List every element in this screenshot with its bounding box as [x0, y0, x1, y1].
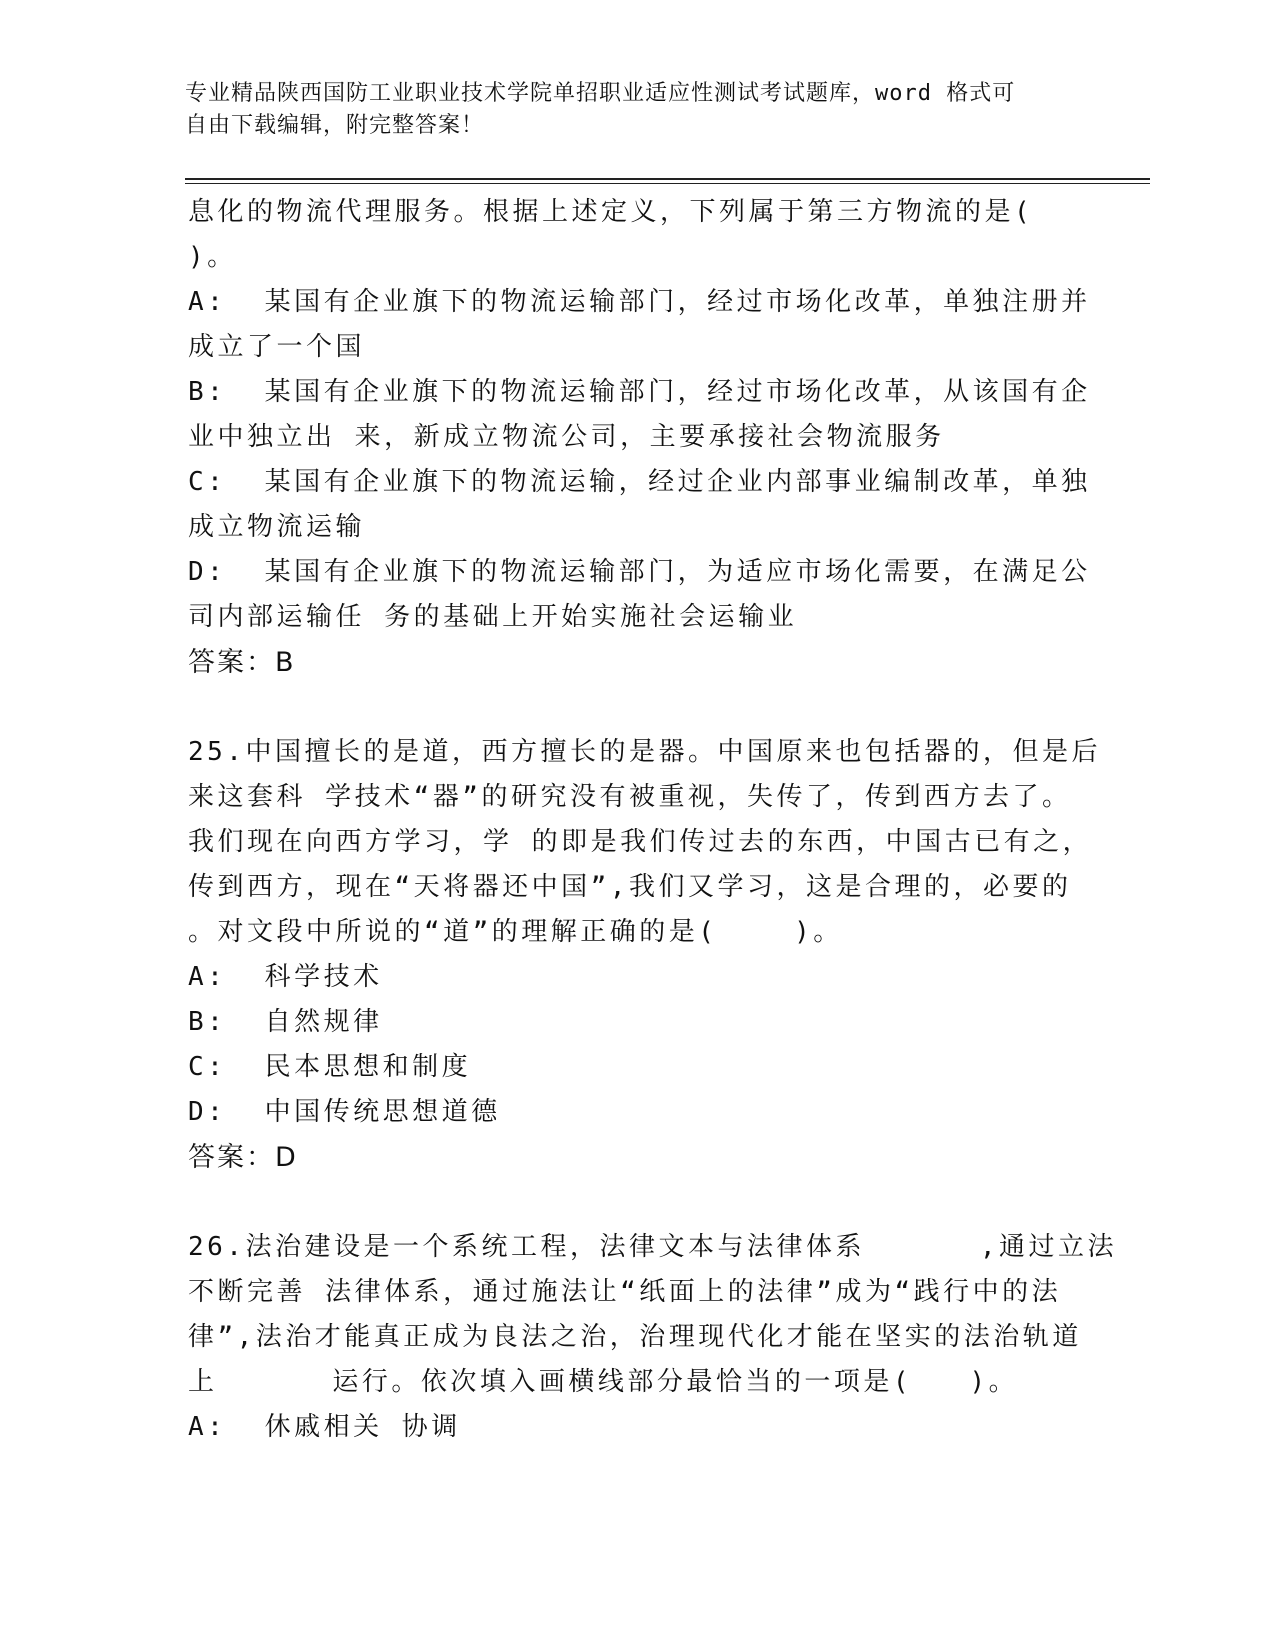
- question-stem-line: 来这套科 学技术“器”的研究没有被重视，失传了，传到西方去了。: [188, 782, 1072, 812]
- question-stem-line: 。对文段中所说的“道”的理解正确的是( )。: [188, 917, 843, 947]
- option-c: C: 民本思想和制度: [188, 1052, 472, 1082]
- question-spacer: [188, 1180, 1088, 1225]
- question-stem-line: 25.中国擅长的是道，西方擅长的是器。中国原来也包括器的，但是后: [188, 737, 1101, 767]
- option-d-line: 司内部运输任 务的基础上开始实施社会运输业: [188, 602, 798, 632]
- question-stem-line: )。: [188, 242, 237, 272]
- page-header: [185, 78, 1085, 142]
- option-b-line: B: 某国有企业旗下的物流运输部门，经过市场化改革，从该国有企: [188, 377, 1091, 407]
- question-25: [188, 730, 1101, 1180]
- option-c-line: 成立物流运输: [188, 512, 366, 542]
- header-rule-thin: [185, 183, 1150, 184]
- option-d-line: D: 某国有企业旗下的物流运输部门，为适应市场化需要，在满足公: [188, 557, 1091, 587]
- header-line-1: 专业精品陕西国防工业职业技术学院单招职业适应性测试考试题库，word 格式可: [185, 81, 1016, 106]
- question-stem-line: 息化的物流代理服务。根据上述定义，下列属于第三方物流的是(: [188, 197, 1034, 227]
- question-stem-line: 律”,法治才能真正成为良法之治，治理现代化才能在坚实的法治轨道: [188, 1322, 1082, 1352]
- header-rule-thick: [185, 178, 1150, 180]
- option-c-line: C: 某国有企业旗下的物流运输，经过企业内部事业编制改革，单独: [188, 467, 1091, 497]
- document-body: [188, 190, 1118, 1450]
- answer-label: 答案：D: [188, 1142, 298, 1173]
- option-a: A: 休戚相关 协调: [188, 1412, 461, 1442]
- question-24: [188, 190, 1091, 685]
- option-a-line: A: 某国有企业旗下的物流运输部门，经过市场化改革，单独注册并: [188, 287, 1091, 317]
- question-stem-line: 我们现在向西方学习，学 的即是我们传过去的东西，中国古已有之，: [188, 827, 1093, 857]
- option-a-line: 成立了一个国: [188, 332, 366, 362]
- header-line-2: 自由下载编辑，附完整答案！: [185, 113, 485, 138]
- option-b: B: 自然规律: [188, 1007, 383, 1037]
- question-stem-line: 传到西方，现在“天将器还中国”,我们又学习，这是合理的，必要的: [188, 872, 1072, 902]
- question-stem-line: 不断完善 法律体系，通过施法让“纸面上的法律”成为“践行中的法: [188, 1277, 1062, 1307]
- question-26: [188, 1225, 1118, 1450]
- question-spacer: [188, 685, 1088, 730]
- question-stem-line: 上 运行。依次填入画横线部分最恰当的一项是( )。: [188, 1367, 1019, 1397]
- option-b-line: 业中独立出 来，新成立物流公司，主要承接社会物流服务: [188, 422, 945, 452]
- question-stem-line: 26.法治建设是一个系统工程，法律文本与法律体系 ,通过立法: [188, 1232, 1118, 1262]
- option-d: D: 中国传统思想道德: [188, 1097, 501, 1127]
- option-a: A: 科学技术: [188, 962, 383, 992]
- answer-label: 答案：B: [188, 647, 296, 678]
